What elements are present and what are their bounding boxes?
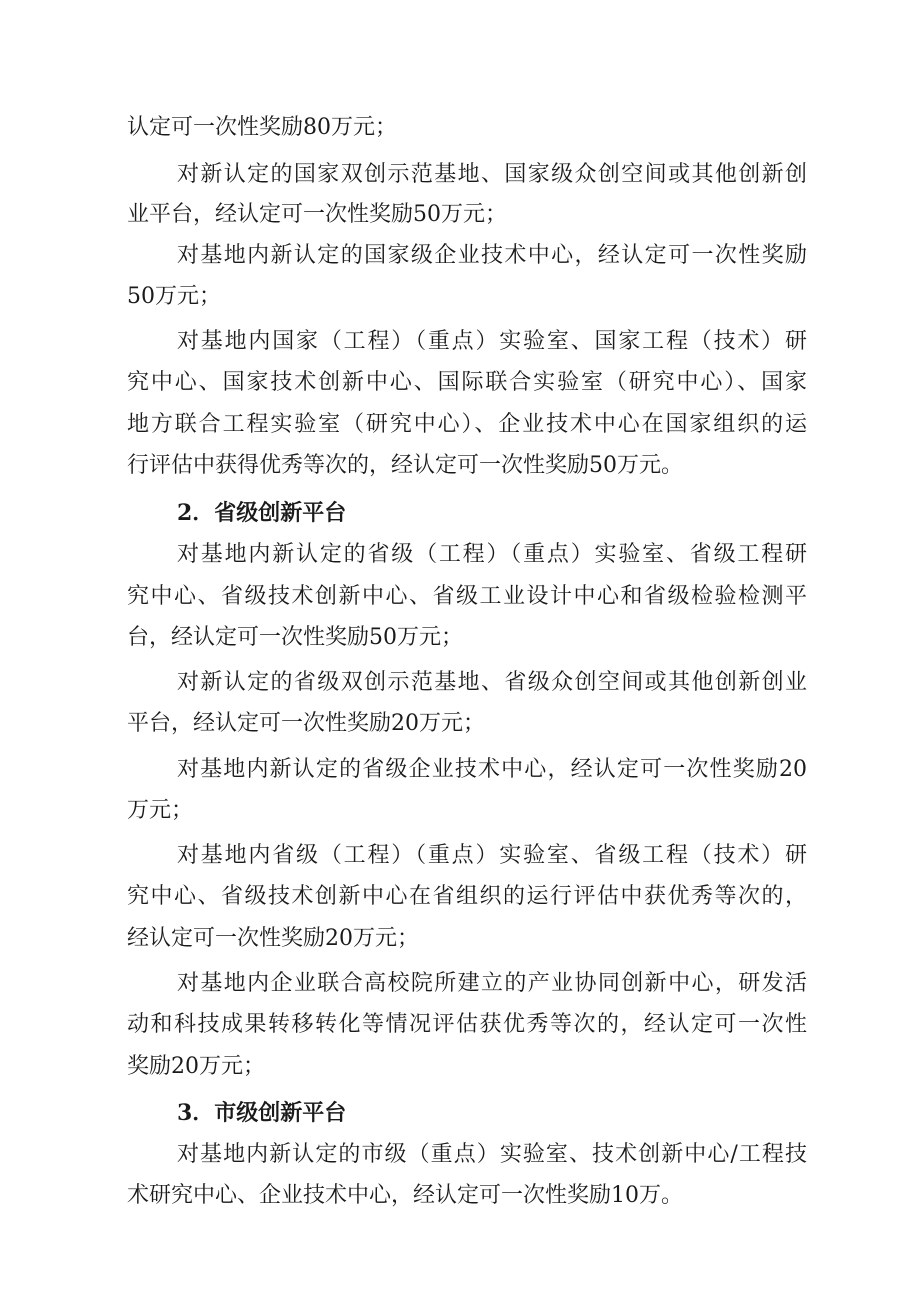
text-line: 对基地内新认定的省级企业技术中心，经认定可一次性奖励20: [177, 757, 807, 782]
text-line: 奖励20万元；: [127, 1054, 265, 1079]
text-line: 经认定可一次性奖励20万元；: [127, 926, 419, 951]
text-line: 万元；: [127, 798, 194, 823]
text-line: 对新认定的省级双创示范基地、省级众创空间或其他创新创业: [177, 670, 807, 695]
text-line: 对基地内企业联合高校院所建立的产业协同创新中心，研发活: [177, 971, 807, 996]
text-line: 究中心、省级技术创新中心、省级工业设计中心和省级检验检测平: [127, 584, 807, 609]
text-line: 对基地内新认定的国家级企业技术中心，经认定可一次性奖励: [177, 243, 807, 268]
text-line: 究中心、国家技术创新中心、国际联合实验室（研究中心）、国家: [127, 370, 807, 395]
section-heading: 3．市级创新平台: [177, 1100, 347, 1126]
text-line: 认定可一次性奖励80万元；: [127, 115, 397, 140]
text-line: 地方联合工程实验室（研究中心）、企业技术中心在国家组织的运: [127, 412, 807, 437]
text-line: 术研究中心、企业技术中心，经认定可一次性奖励10万。: [127, 1183, 683, 1208]
text-line: 究中心、省级技术创新中心在省组织的运行评估中获优秀等次的，: [127, 884, 807, 909]
text-line: 对基地内新认定的市级（重点）实验室、技术创新中心/工程技: [177, 1142, 807, 1167]
text-line: 行评估中获得优秀等次的，经认定可一次性奖励50万元。: [127, 453, 683, 478]
text-line: 对基地内省级（工程）（重点）实验室、省级工程（技术）研: [177, 843, 807, 868]
text-line: 平台，经认定可一次性奖励20万元；: [127, 711, 485, 736]
text-line: 对基地内国家（工程）（重点）实验室、国家工程（技术）研: [177, 329, 807, 354]
text-line: 对基地内新认定的省级（工程）（重点）实验室、省级工程研: [177, 542, 807, 567]
text-line: 动和科技成果转移转化等情况评估获优秀等次的，经认定可一次性: [127, 1012, 807, 1037]
section-heading: 2．省级创新平台: [177, 500, 347, 526]
text-line: 台，经认定可一次性奖励50万元；: [127, 625, 463, 650]
text-line: 对新认定的国家双创示范基地、国家级众创空间或其他创新创: [177, 162, 807, 187]
text-line: 业平台，经认定可一次性奖励50万元；: [127, 202, 507, 227]
text-line: 50万元；: [127, 284, 221, 309]
